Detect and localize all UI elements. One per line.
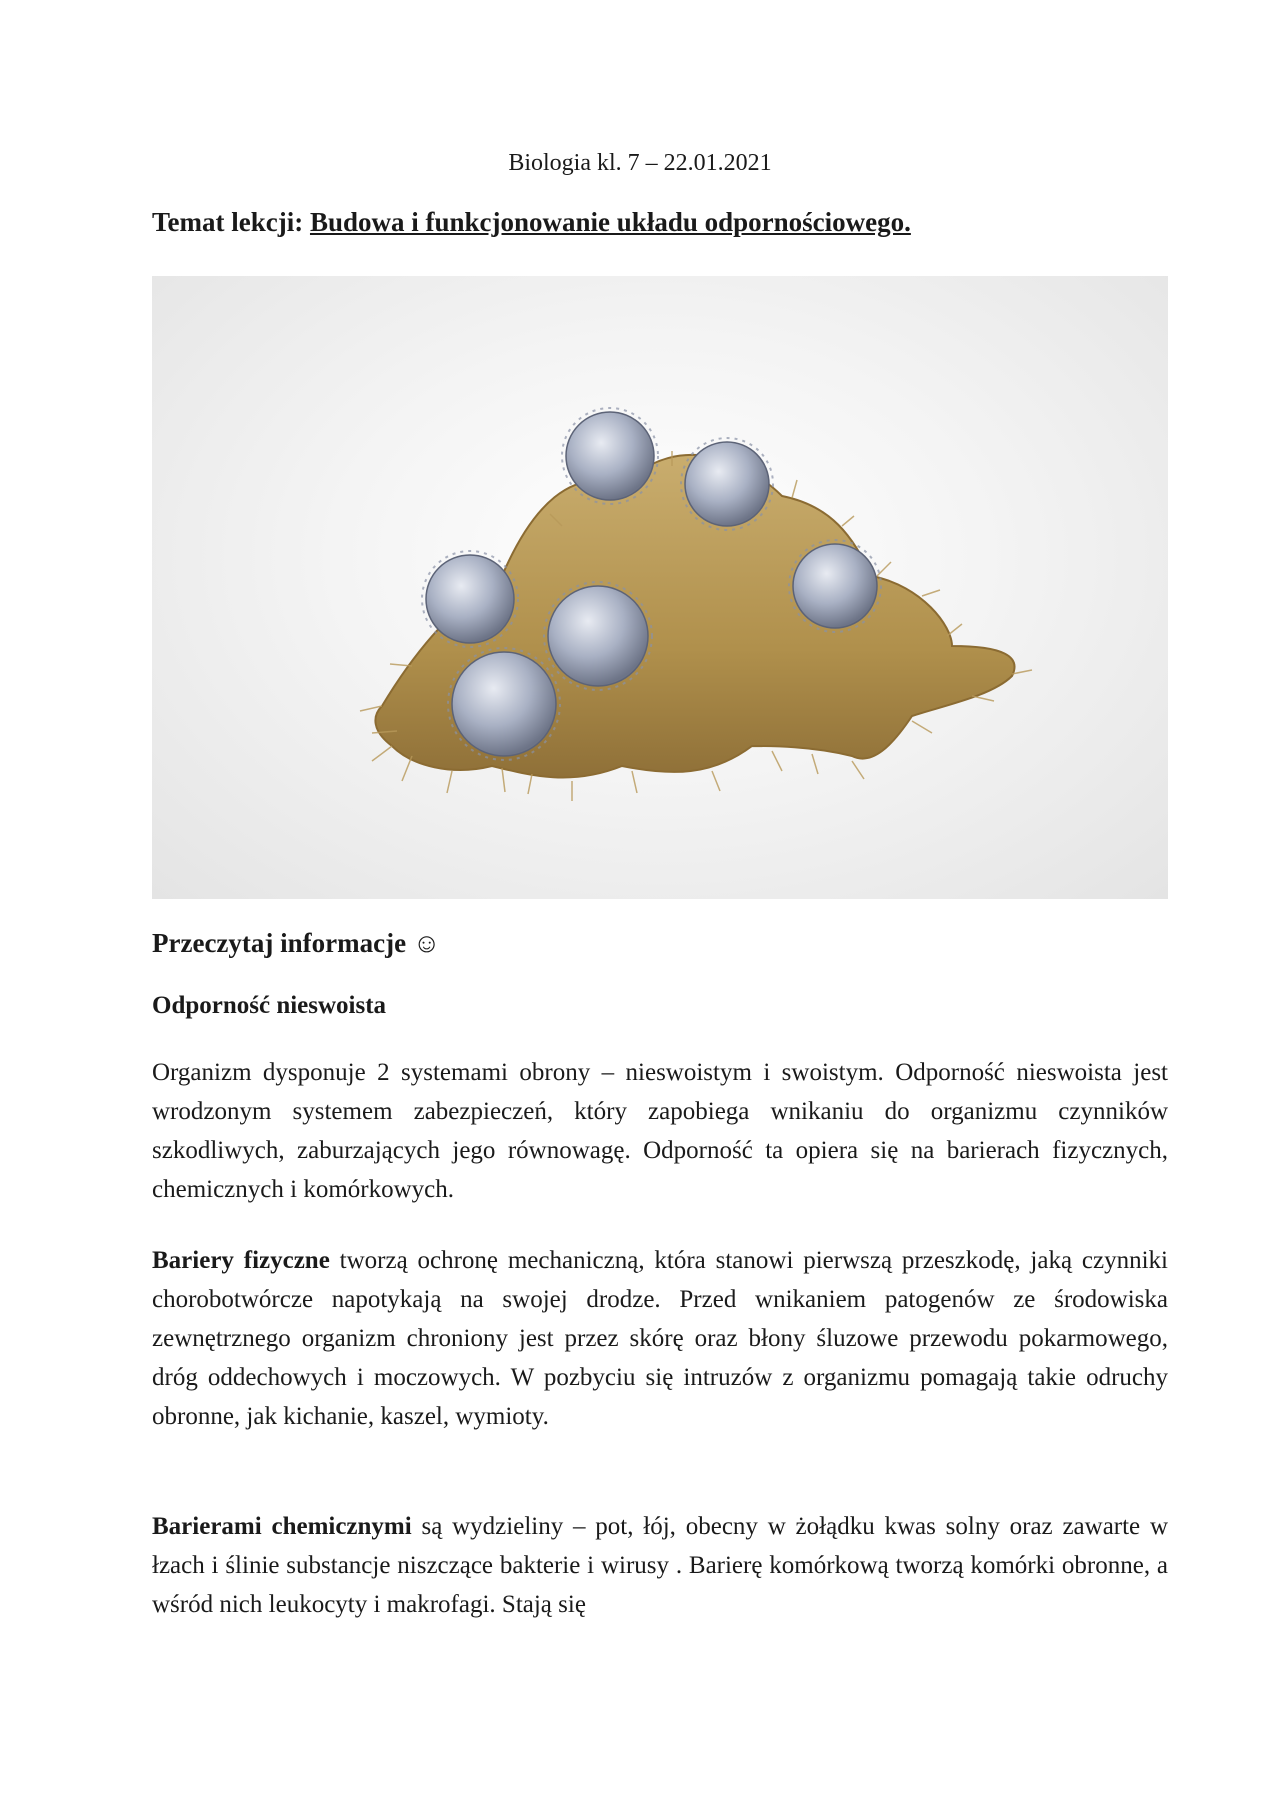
physical-barriers-term: Bariery fizyczne (152, 1247, 330, 1274)
chemical-barriers-term: Barierami chemicznymi (152, 1513, 412, 1540)
section-heading: Odporność nieswoista (152, 992, 387, 1019)
read-instruction-heading (152, 928, 440, 959)
paragraph-physical-barriers (152, 1241, 1168, 1436)
read-instruction-text: Przeczytaj informacje (152, 928, 407, 958)
lesson-header: Biologia kl. 7 – 22.01.2021 (508, 150, 772, 176)
topic-label: Temat lekcji: (152, 207, 304, 237)
chemical-barriers-text: są wydzieliny – pot, łój, obecny w żołądku kwas solny oraz zawarte w łzach i ślinie substancje niszczące bakterie i wirusy . Barierę komórkową tworzą komórki obronne, a wśród nich leukocyty i makrofagi. Stają się (152, 1513, 1169, 1618)
physical-barriers-text: tworzą ochronę mechaniczną, która stanowi pierwszą przeszkodę, jaką czynniki chorobotwórcze napotykają na swojej drodze. Przed wnikaniem patogenów ze środowiska zewnętrznego organizm chroniony jest przez skórę oraz błony śluzowe przewodu pokarmowego, dróg oddechowych i moczowych. W pozbyciu się intruzów z organizmu pomagają takie odruchy obronne, jak kichanie, kaszel, wymioty. (152, 1247, 1168, 1430)
paragraph-chemical-barriers (152, 1507, 1168, 1624)
lesson-topic (152, 207, 911, 238)
immune-cells-illustration (152, 276, 1168, 899)
paragraph-innate-immunity: Organizm dysponuje 2 systemami obrony – nieswoistym i swoistym. Odporność nieswoista jest wrodzonym systemem zabezpieczeń, który zapobiega wnikaniu do organizmu czynników szkodliwych, zaburzających jego równowagę. Odporność ta opiera się na barierach fizycznych, chemicznych i komórkowych. (152, 1059, 1168, 1203)
topic-value: Budowa i funkcjonowanie układu odpornościowego. (309, 207, 911, 237)
cells-drawing (152, 276, 1168, 899)
smiley-icon: ☺ (412, 928, 441, 958)
